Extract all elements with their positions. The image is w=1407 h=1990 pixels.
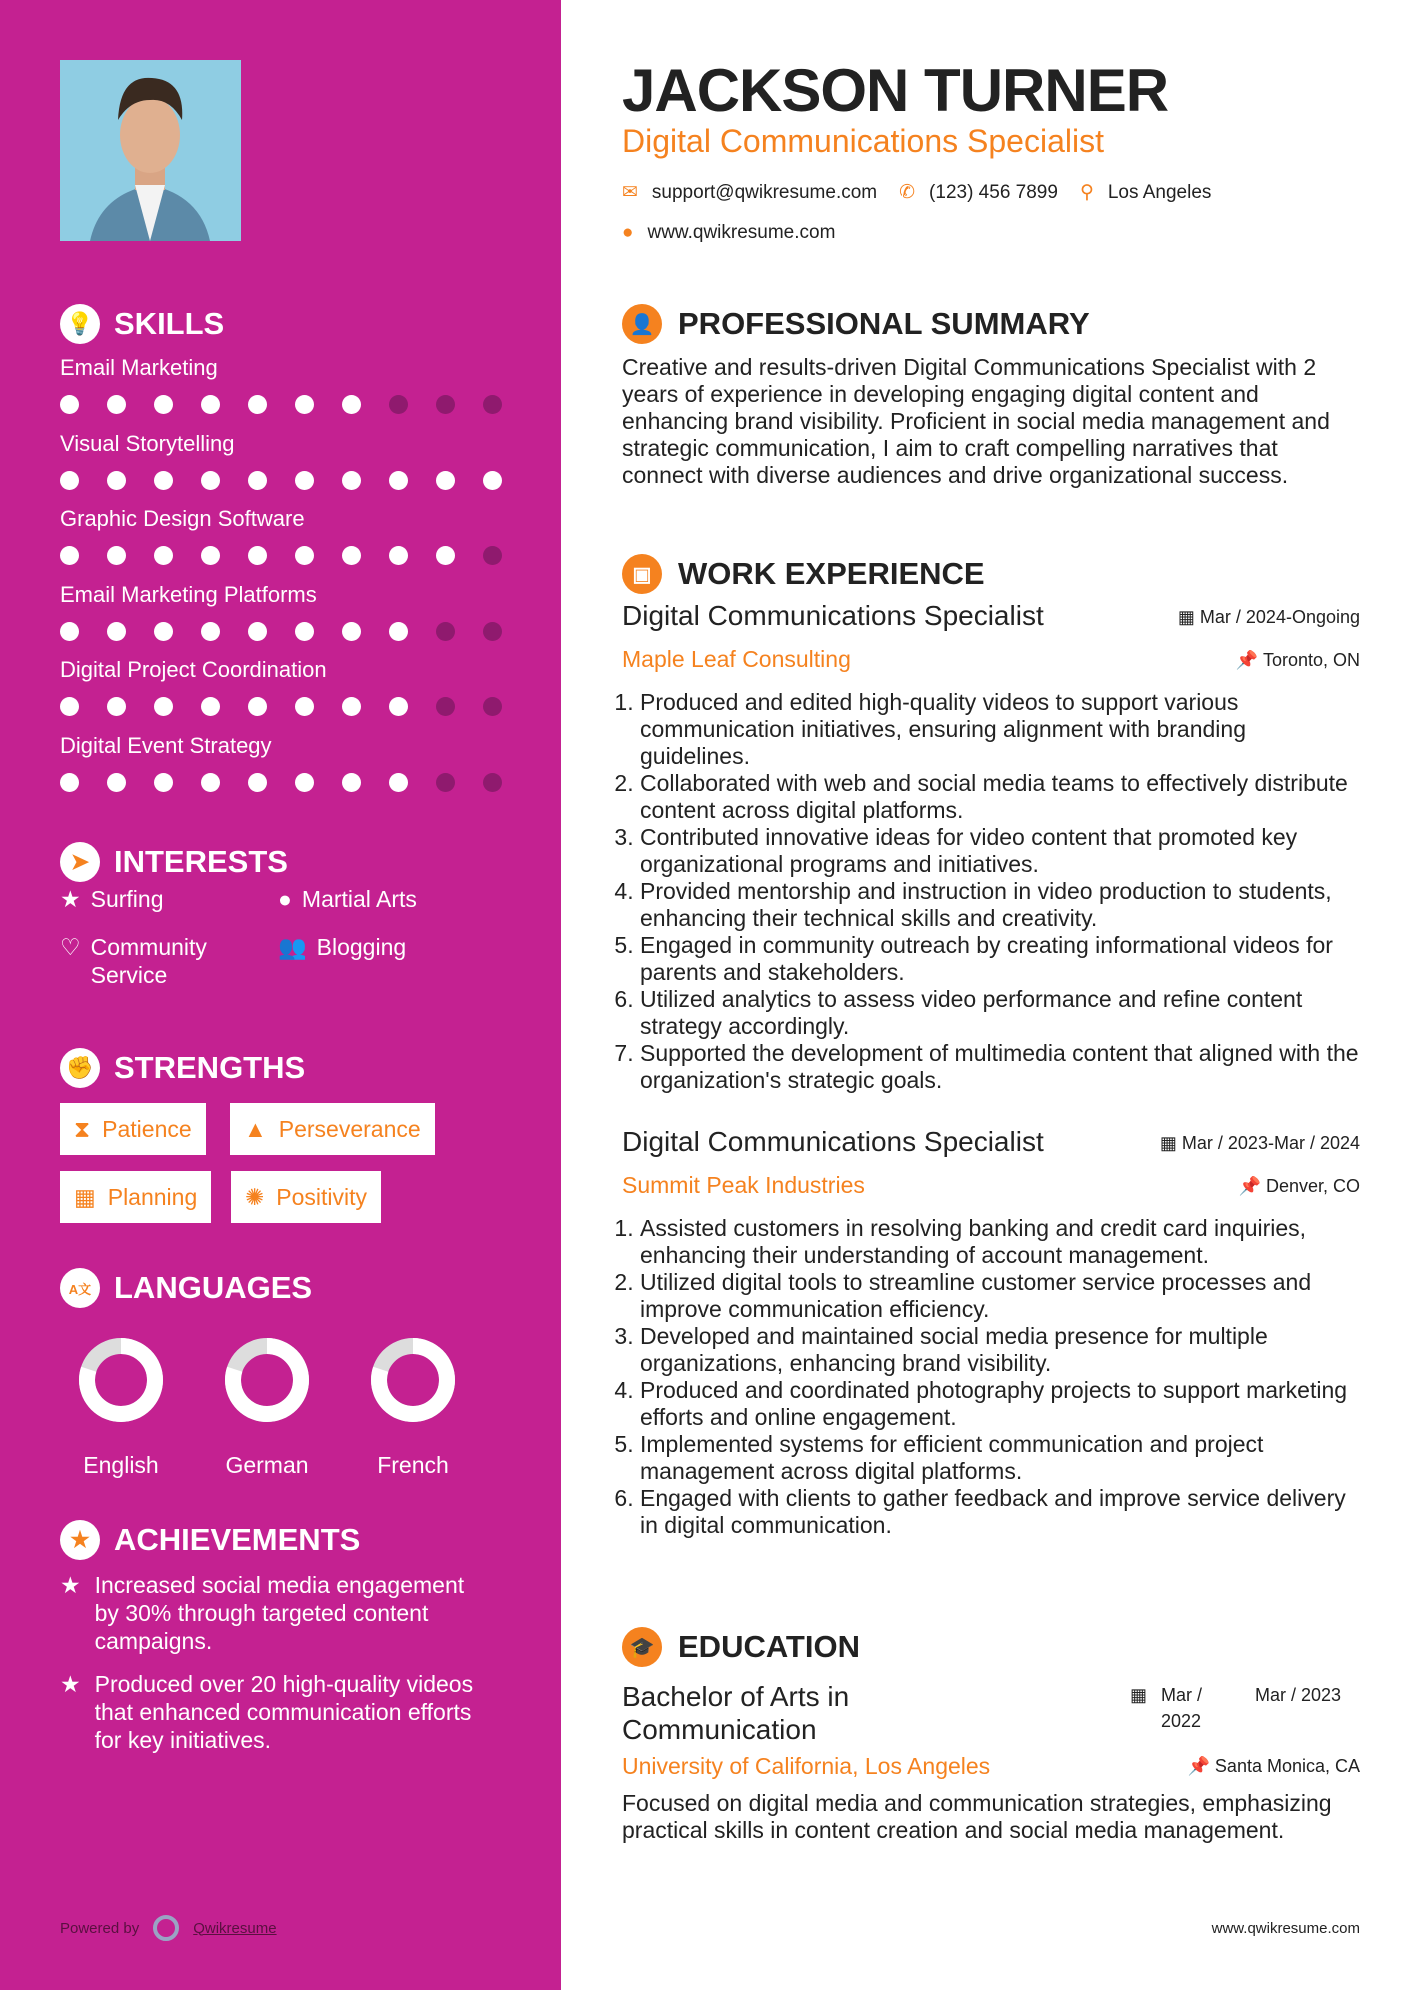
language-item <box>197 1330 337 1479</box>
users-icon: 👥 <box>278 934 307 960</box>
language-label: French <box>377 1452 449 1478</box>
rating-dot <box>436 697 455 716</box>
pushpin-icon: 📌 <box>1187 1756 1215 1776</box>
school: University of California, Los Angeles <box>622 1753 991 1779</box>
rating-dot <box>154 395 173 414</box>
language-item <box>343 1330 483 1479</box>
skill-label: Digital Project Coordination <box>60 657 327 682</box>
skill-rating <box>60 622 502 641</box>
presentation-icon: ▣ <box>622 554 662 594</box>
rating-dot <box>295 546 314 565</box>
profile-photo <box>60 60 241 241</box>
interest-item: ★ Surfing <box>60 886 164 912</box>
globe-icon: ● <box>278 886 292 912</box>
skill-rating <box>60 471 502 490</box>
rating-dot <box>436 773 455 792</box>
rating-dot <box>483 471 502 490</box>
phone-icon: ✆ <box>899 182 916 203</box>
skill-label: Email Marketing <box>60 355 218 380</box>
job-bullet: 6. Utilized analytics to assess video performance and refine content strategy accordingly. <box>640 986 1362 1040</box>
star-icon: ★ <box>60 886 81 912</box>
rating-dot <box>154 773 173 792</box>
job-bullet: 3. Contributed innovative ideas for video content that promoted key organizational programs and initiatives. <box>640 824 1362 878</box>
rating-dot <box>60 471 79 490</box>
rating-dot <box>107 546 126 565</box>
interests-heading: ➤ INTERESTS <box>60 842 288 882</box>
skills-list <box>60 355 502 808</box>
rating-dot <box>295 697 314 716</box>
rating-dot <box>483 546 502 565</box>
footer-website: www.qwikresume.com <box>1211 1920 1360 1937</box>
skill-rating <box>60 395 502 414</box>
job-bullet: 4. Produced and coordinated photography projects to support marketing efforts and online engagement. <box>640 1377 1362 1431</box>
job-bullets <box>614 689 1362 1094</box>
rating-dot <box>60 697 79 716</box>
rating-dot <box>342 546 361 565</box>
achievements-heading: ★ ACHIEVEMENTS <box>60 1520 360 1560</box>
strength-badge: ▲ Perseverance <box>230 1103 435 1155</box>
language-item <box>51 1330 191 1479</box>
paper-plane-icon: ➤ <box>60 842 100 882</box>
rating-dot <box>60 773 79 792</box>
skill-label: Email Marketing Platforms <box>60 581 317 607</box>
calendar-icon: ▦ <box>74 1183 96 1210</box>
skill-label: Digital Event Strategy <box>60 732 272 758</box>
rating-dot <box>107 622 126 641</box>
language-label: English <box>83 1452 159 1478</box>
strengths-heading: ✊ STRENGTHS <box>60 1048 305 1088</box>
rating-dot <box>248 471 267 490</box>
shooting-star-icon: ★ <box>60 1671 81 1697</box>
rating-dot <box>201 546 220 565</box>
hourglass-icon: ⧗ <box>74 1115 91 1142</box>
education-location: 📌 Santa Monica, CA <box>1187 1756 1360 1776</box>
rating-dot <box>107 471 126 490</box>
rating-dot <box>295 471 314 490</box>
rating-dot <box>389 546 408 565</box>
strength-badge: ⧗ Patience <box>60 1103 206 1155</box>
rating-dot <box>107 395 126 414</box>
summary-heading: 👤 PROFESSIONAL SUMMARY <box>622 304 1090 344</box>
achievement-item: ★ Increased social media engagement by 30% through targeted content campaigns. <box>60 1572 465 1654</box>
language-donut <box>217 1330 317 1430</box>
rating-dot <box>436 395 455 414</box>
skills-heading: 💡 SKILLS <box>60 304 224 344</box>
job-bullet: 1. Produced and edited high-quality videos to support various communication initiatives, ensuring alignment with branding guidelines. <box>640 689 1362 770</box>
sun-icon: ✺ <box>245 1183 265 1210</box>
skill-item <box>60 506 502 582</box>
rating-dot <box>60 395 79 414</box>
company: Summit Peak Industries <box>622 1172 865 1198</box>
shooting-star-icon: ★ <box>60 1520 100 1560</box>
rating-dot <box>201 622 220 641</box>
skill-label: Visual Storytelling <box>60 430 235 456</box>
language-label: German <box>225 1452 309 1478</box>
language-donut <box>71 1330 171 1430</box>
job-bullet: 5. Engaged in community outreach by creating informational videos for parents and stakeholders. <box>640 932 1362 986</box>
skill-rating <box>60 546 502 565</box>
achievement-item: ★ Produced over 20 high-quality videos that enhanced communication efforts for key initiatives. <box>60 1671 474 1753</box>
job-bullet: 7. Supported the development of multimedia content that aligned with the organization's strategic goals. <box>640 1040 1362 1094</box>
rating-dot <box>483 622 502 641</box>
job-bullet: 2. Utilized digital tools to streamline customer service processes and improve communication efficiency. <box>640 1269 1362 1323</box>
sidebar <box>0 0 561 1990</box>
rating-dot <box>342 395 361 414</box>
job-bullet: 4. Provided mentorship and instruction in video production to students, enhancing their technical skills and creativity. <box>640 878 1362 932</box>
rating-dot <box>201 697 220 716</box>
job-bullet: 1. Assisted customers in resolving banking and credit card inquiries, enhancing their understanding of account management. <box>640 1215 1362 1269</box>
pushpin-icon: 📌 <box>1235 650 1263 670</box>
job-location: 📌 Denver, CO <box>1238 1176 1360 1196</box>
job-bullet: 5. Implemented systems for efficient communication and project management across digital platforms. <box>640 1431 1362 1485</box>
rating-dot <box>342 773 361 792</box>
strength-badge: ✺ Positivity <box>231 1171 381 1223</box>
rating-dot <box>389 622 408 641</box>
website-row <box>622 222 835 244</box>
rating-dot <box>107 773 126 792</box>
rating-dot <box>201 773 220 792</box>
rating-dot <box>201 471 220 490</box>
job-title: Digital Communications Specialist <box>622 1126 1044 1157</box>
interest-item: 👥 Blogging <box>278 934 407 960</box>
work-heading: ▣ WORK EXPERIENCE <box>622 554 985 594</box>
rating-dot <box>483 395 502 414</box>
rating-dot <box>483 773 502 792</box>
rating-dot <box>436 622 455 641</box>
rating-dot <box>248 773 267 792</box>
email-link[interactable]: support@qwikresume.com <box>651 181 878 203</box>
lightbulb-icon: 💡 <box>60 304 100 344</box>
rating-dot <box>342 471 361 490</box>
skill-item <box>60 582 502 658</box>
rating-dot <box>389 471 408 490</box>
languages-list <box>51 1330 483 1479</box>
skill-rating <box>60 697 502 716</box>
fist-icon: ✊ <box>60 1048 100 1088</box>
candidate-name: JACKSON TURNER <box>622 57 1169 124</box>
rating-dot <box>389 773 408 792</box>
rating-dot <box>483 697 502 716</box>
language-donut <box>363 1330 463 1430</box>
languages-heading: A文 LANGUAGES <box>60 1268 312 1308</box>
rating-dot <box>342 697 361 716</box>
rating-dot <box>154 697 173 716</box>
shooting-star-icon: ★ <box>60 1572 81 1598</box>
rating-dot <box>295 395 314 414</box>
rating-dot <box>154 471 173 490</box>
job-title: Digital Communications Specialist <box>622 600 1044 631</box>
rating-dot <box>342 622 361 641</box>
rating-dot <box>60 622 79 641</box>
skill-item <box>60 657 502 733</box>
calendar-icon: ▦ <box>1159 1133 1182 1153</box>
degree: Bachelor of Arts in Communication <box>622 1681 850 1745</box>
candidate-title: Digital Communications Specialist <box>622 123 1104 159</box>
skill-item <box>60 733 502 809</box>
job-bullets <box>614 1215 1362 1539</box>
job-bullet: 3. Developed and maintained social media presence for multiple organizations, enhancing brand visibility. <box>640 1323 1362 1377</box>
skill-label: Graphic Design Software <box>60 506 305 531</box>
globe-icon: ● <box>622 222 634 243</box>
rating-dot <box>201 395 220 414</box>
website-link[interactable]: www.qwikresume.com <box>647 222 836 243</box>
rating-dot <box>248 395 267 414</box>
education-dates: ▦ Mar / 2022 Mar / 2023 <box>1130 1682 1341 1734</box>
rating-dot <box>436 546 455 565</box>
rating-dot <box>389 697 408 716</box>
job-location: 📌 Toronto, ON <box>1235 650 1360 670</box>
qwikresume-link[interactable]: Qwikresume <box>193 1919 277 1937</box>
rating-dot <box>248 622 267 641</box>
pushpin-icon: 📌 <box>1238 1176 1266 1196</box>
job-bullet: 6. Engaged with clients to gather feedback and improve service delivery in digital communication. <box>640 1485 1362 1539</box>
rating-dot <box>154 622 173 641</box>
contact-row: ✉ support@qwikresume.com ✆ (123) 456 7899 ⚲ Los Angeles <box>622 181 1212 203</box>
skill-rating <box>60 773 502 792</box>
rating-dot <box>248 546 267 565</box>
job-bullet: 2. Collaborated with web and social media teams to effectively distribute content across digital platforms. <box>640 770 1362 824</box>
rating-dot <box>389 395 408 414</box>
map-pin-icon: ⚲ <box>1079 182 1094 203</box>
graduate-icon: 🎓 <box>622 1627 662 1667</box>
rating-dot <box>295 773 314 792</box>
rating-dot <box>60 546 79 565</box>
rating-dot <box>248 697 267 716</box>
user-icon: 👤 <box>622 304 662 344</box>
rating-dot <box>436 471 455 490</box>
summary-text: Creative and results-driven Digital Communications Specialist with 2 years of experience in developing engaging digital content and enhancing brand visibility. Proficient in social media management and strategic communication, I aim to craft compelling narratives that connect with diverse audiences and drive organizational success. <box>622 354 1330 488</box>
interest-item: ● Martial Arts <box>278 886 417 912</box>
skill-item <box>60 355 502 431</box>
rating-dot <box>154 546 173 565</box>
company: Maple Leaf Consulting <box>622 646 851 672</box>
road-icon: ▲ <box>244 1115 267 1142</box>
strength-badge: ▦ Planning <box>60 1171 211 1223</box>
calendar-icon: ▦ <box>1177 607 1200 627</box>
job-dates: ▦ Mar / 2024-Ongoing <box>1177 607 1360 627</box>
calendar-icon: ▦ <box>1130 1685 1148 1705</box>
envelope-icon: ✉ <box>622 182 638 203</box>
education-heading: 🎓 EDUCATION <box>622 1627 860 1667</box>
rating-dot <box>295 622 314 641</box>
skill-item <box>60 431 502 507</box>
education-text: Focused on digital media and communication strategies, emphasizing practical skills in content creation and social media management. <box>622 1790 1332 1843</box>
interest-item: ♡ Community Service <box>60 934 207 988</box>
powered-by: Powered by Qwikresume <box>60 1915 277 1941</box>
heart-hand-icon: ♡ <box>60 934 81 960</box>
rating-dot <box>107 697 126 716</box>
translate-icon: A文 <box>60 1268 100 1308</box>
qwikresume-logo-icon <box>153 1915 179 1941</box>
job-dates: ▦ Mar / 2023-Mar / 2024 <box>1159 1133 1360 1153</box>
